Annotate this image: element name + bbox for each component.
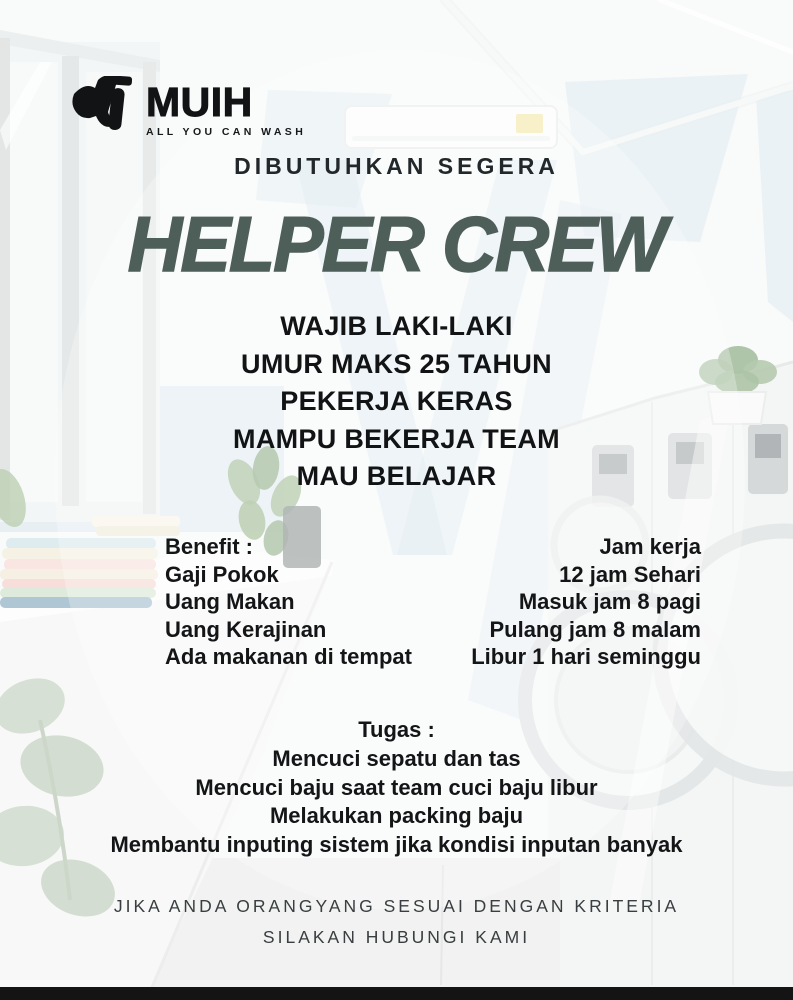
benefit-item: Ada makanan di tempat bbox=[165, 644, 412, 670]
brand-name: MUIH bbox=[146, 79, 253, 125]
brand-logo bbox=[70, 76, 306, 138]
muih-monogram-icon bbox=[70, 76, 138, 138]
benefits-heading: Benefit : bbox=[165, 534, 253, 559]
work-hours-section bbox=[471, 533, 701, 671]
tasks-heading: Tugas : bbox=[358, 717, 435, 742]
tasks-section bbox=[0, 716, 793, 860]
benefits-section bbox=[165, 533, 412, 671]
brand-tagline: ALL YOU CAN WASH bbox=[146, 126, 307, 138]
footer-line-2: SILAKAN HUBUNGI KAMI bbox=[262, 927, 531, 947]
work-hours-heading: Jam kerja bbox=[599, 534, 701, 559]
footer-cta bbox=[0, 891, 793, 953]
bottom-bar bbox=[0, 987, 793, 1000]
work-hours-item: Libur 1 hari seminggu bbox=[471, 644, 701, 670]
task-item: Mencuci sepatu dan tas bbox=[272, 745, 521, 771]
work-hours-item: Pulang jam 8 malam bbox=[489, 616, 701, 642]
benefit-item: Uang Makan bbox=[165, 589, 295, 615]
requirement-item: MAU BELAJAR bbox=[296, 461, 497, 491]
task-item: Mencuci baju saat team cuci baju libur bbox=[195, 774, 598, 800]
requirement-item: WAJIB LAKI-LAKI bbox=[280, 311, 513, 341]
position-title: HELPER CREW bbox=[127, 200, 666, 288]
benefit-item: Gaji Pokok bbox=[165, 561, 279, 587]
footer-line-1: JIKA ANDA ORANGYANG SESUAI DENGAN KRITERIA bbox=[113, 896, 680, 916]
requirement-item: UMUR MAKS 25 TAHUN bbox=[241, 348, 552, 379]
requirement-item: MAMPU BEKERJA TEAM bbox=[233, 423, 560, 454]
task-item: Melakukan packing baju bbox=[269, 803, 524, 829]
requirements-list bbox=[0, 308, 793, 496]
work-hours-item: 12 jam Sehari bbox=[559, 561, 701, 587]
work-hours-item: Masuk jam 8 pagi bbox=[518, 589, 701, 615]
benefit-item: Uang Kerajinan bbox=[165, 616, 327, 642]
urgency-label: DIBUTUHKAN SEGERA bbox=[234, 153, 559, 179]
task-item: Membantu inputing sistem jika kondisi inputan banyak bbox=[110, 832, 683, 858]
requirement-item: PEKERJA KERAS bbox=[280, 386, 513, 416]
